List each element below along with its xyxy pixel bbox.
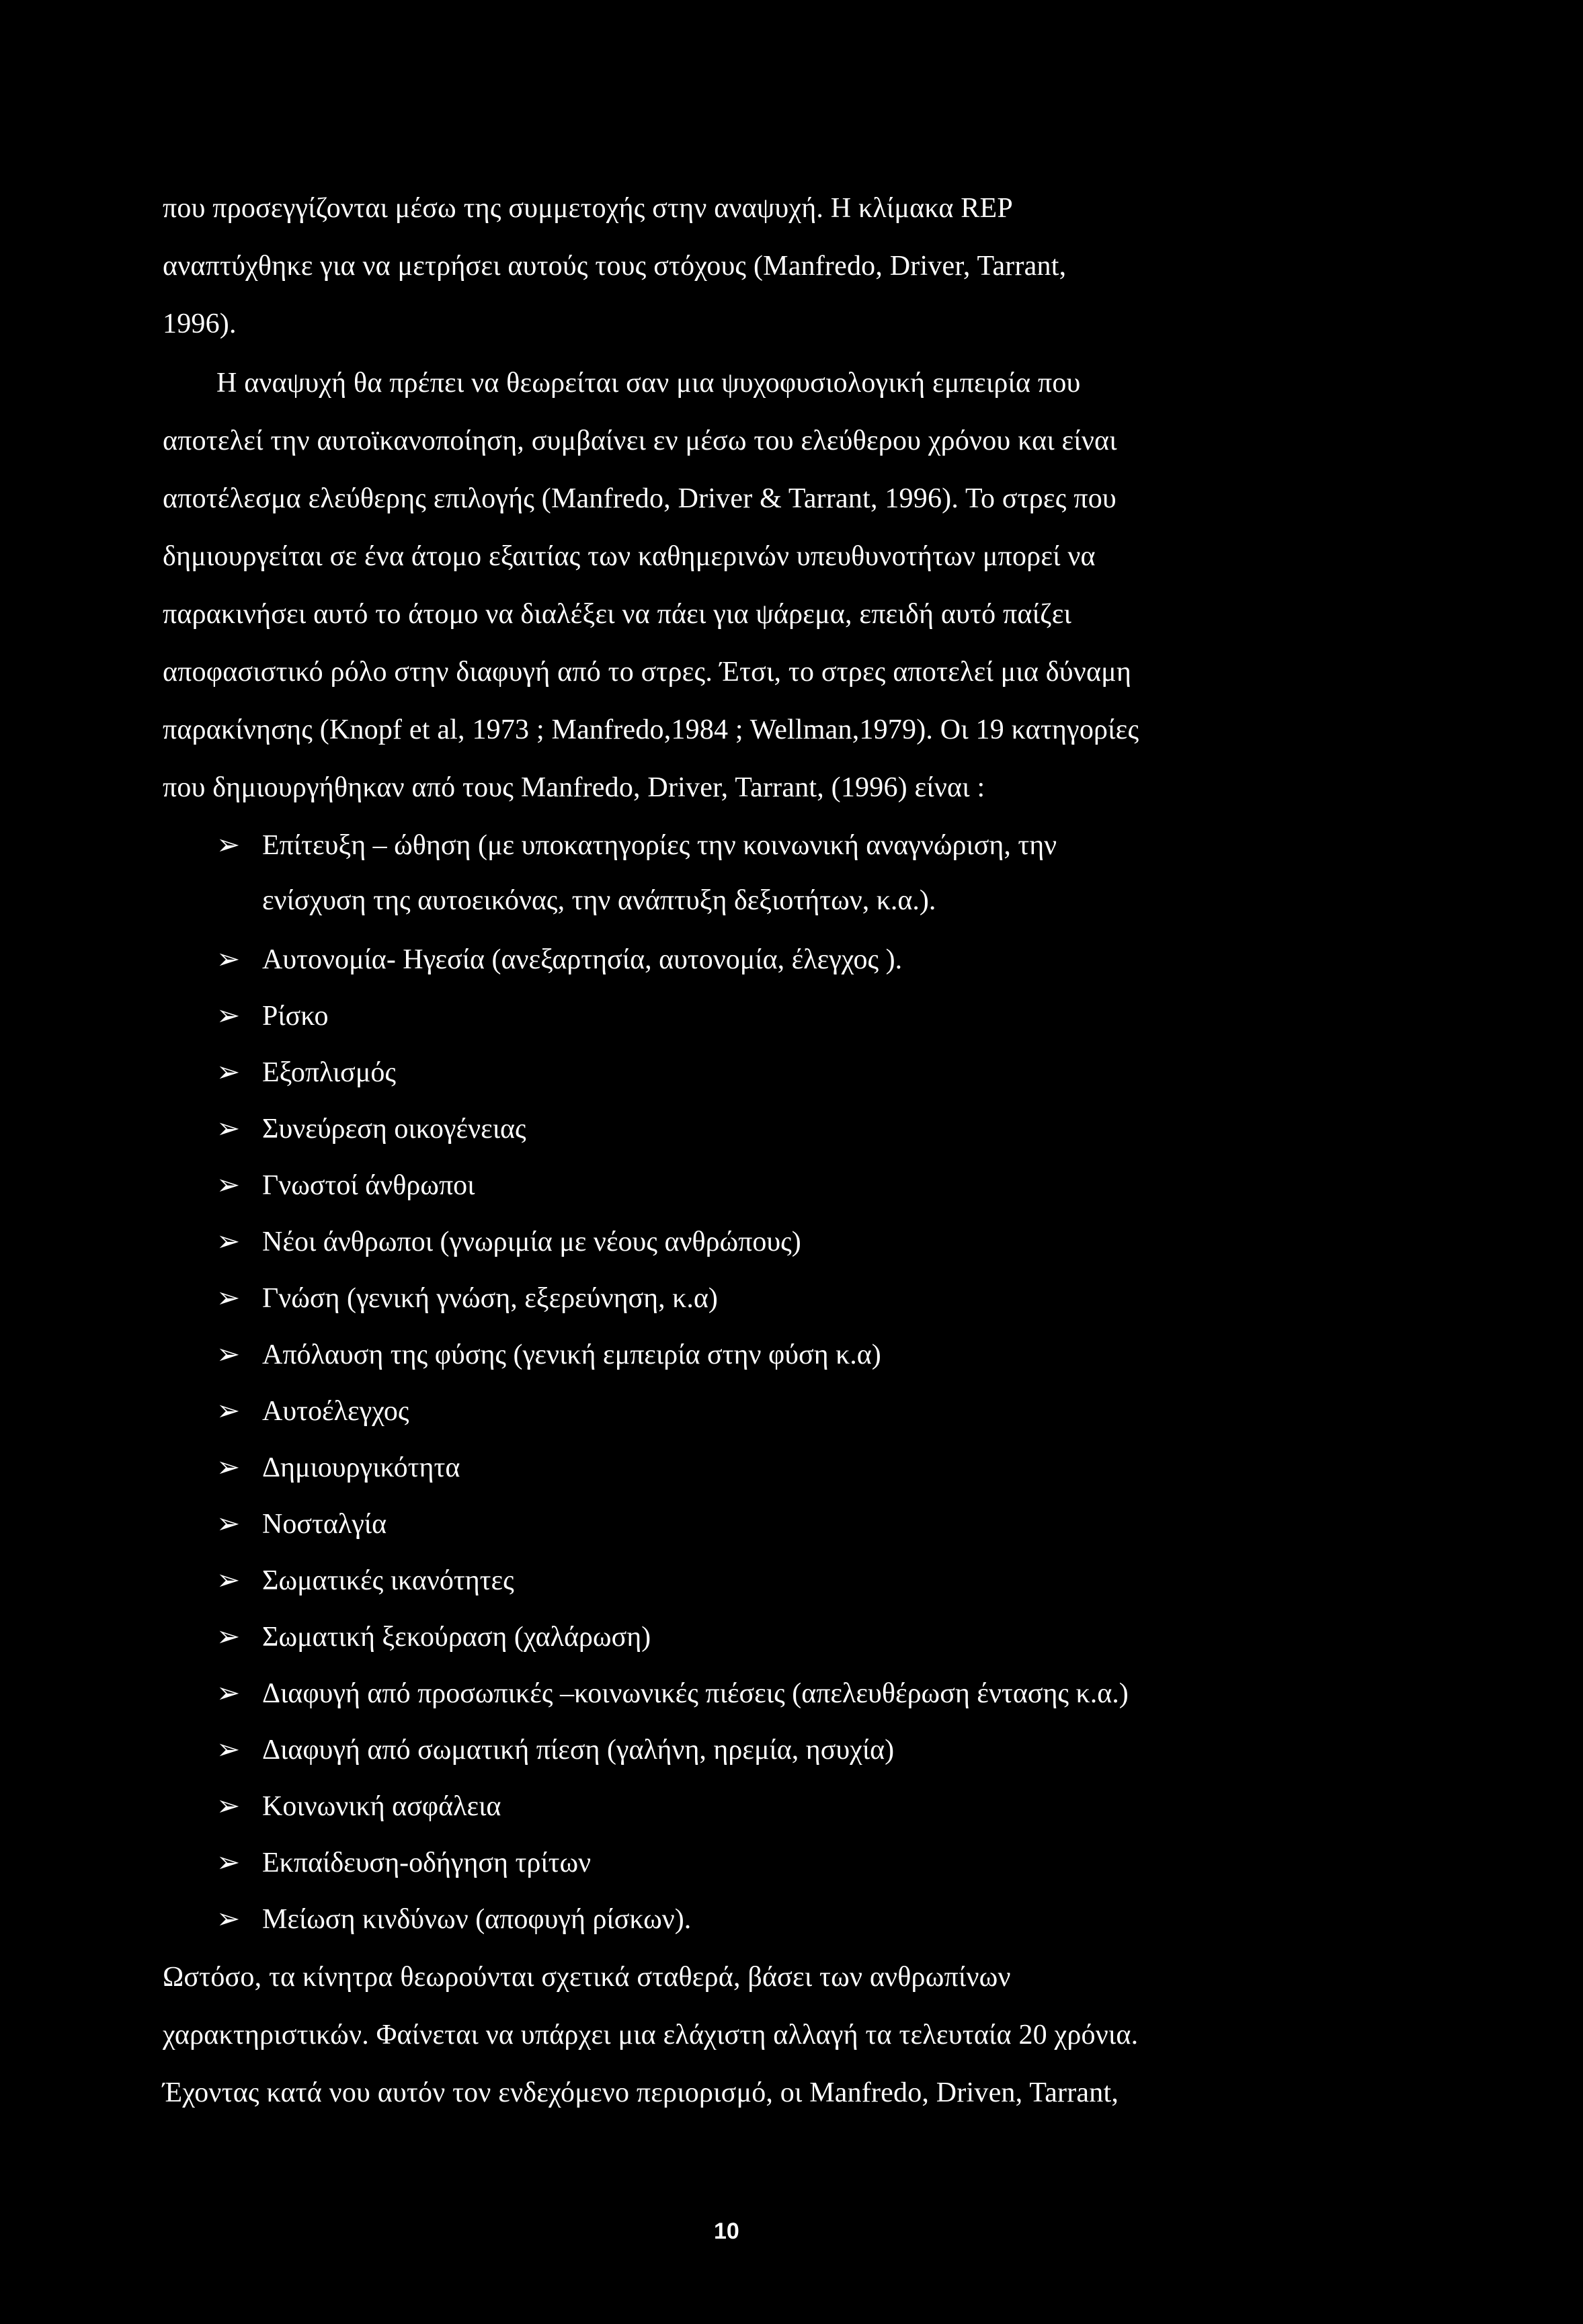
paragraph-3-line-2: χαρακτηριστικών. Φαίνεται να υπάρχει μια ελάχιστη αλλαγή τα τελευταία 20 χρόνια. bbox=[163, 2020, 1139, 2050]
list-item: Αυτονομία- Ηγεσία (ανεξαρτησία, αυτονομία, έλεγχος ). bbox=[262, 944, 903, 975]
bullet-arrow-icon: ➢ bbox=[216, 1227, 241, 1257]
paragraph-2-line-1: Η αναψυχή θα πρέπει να θεωρείται σαν μια ψυχοφυσιολογική εμπειρία που bbox=[216, 368, 1081, 399]
bullet-arrow-icon: ➢ bbox=[216, 1848, 241, 1878]
paragraph-2-line-6: αποφασιστικό ρόλο στην διαφυγή από το στρες. Έτσι, το στρες αποτελεί μια δύναμη bbox=[163, 657, 1132, 688]
list-item: Εξοπλισμός bbox=[262, 1057, 396, 1088]
list-item: Διαφυγή από προσωπικές –κοινωνικές πιέσεις (απελευθέρωση έντασης κ.α.) bbox=[262, 1678, 1129, 1709]
paragraph-2-line-7: παρακίνησης (Knopf et al, 1973 ; Manfredo,1984 ; Wellman,1979). Οι 19 κατηγορίες bbox=[163, 714, 1139, 745]
bullet-arrow-icon: ➢ bbox=[216, 1509, 241, 1540]
bullet-arrow-icon: ➢ bbox=[216, 1170, 241, 1201]
paragraph-2-line-8: που δημιουργήθηκαν από τους Manfredo, Driver, Tarrant, (1996) είναι : bbox=[163, 772, 985, 803]
list-item: Νοσταλγία bbox=[262, 1509, 387, 1540]
list-item: Συνεύρεση οικογένειας bbox=[262, 1114, 526, 1145]
bullet-arrow-icon: ➢ bbox=[216, 944, 241, 975]
bullet-arrow-icon: ➢ bbox=[216, 1622, 241, 1653]
paragraph-2-line-5: παρακινήσει αυτό το άτομο να διαλέξει να πάει για ψάρεμα, επειδή αυτό παίζει bbox=[163, 599, 1072, 630]
bullet-arrow-icon: ➢ bbox=[216, 1283, 241, 1314]
page-number: 10 bbox=[714, 2218, 739, 2244]
paragraph-3-line-1: Ωστόσο, τα κίνητρα θεωρούνται σχετικά σταθερά, βάσει των ανθρωπίνων bbox=[163, 1962, 1011, 1993]
list-item: Εκπαίδευση-οδήγηση τρίτων bbox=[262, 1848, 592, 1878]
paragraph-1-line-2: αναπτύχθηκε για να μετρήσει αυτούς τους στόχους (Manfredo, Driver, Tarrant, bbox=[163, 251, 1067, 282]
list-item: Απόλαυση της φύσης (γενική εμπειρία στην φύση κ.α) bbox=[262, 1339, 881, 1370]
list-item: Αυτοέλεγχος bbox=[262, 1396, 409, 1427]
list-item: Σωματικές ικανότητες bbox=[262, 1565, 514, 1596]
bullet-arrow-icon: ➢ bbox=[216, 1565, 241, 1596]
list-item: Νέοι άνθρωποι (γνωριμία με νέους ανθρώπους) bbox=[262, 1227, 801, 1257]
bullet-arrow-icon: ➢ bbox=[216, 1791, 241, 1822]
list-item: Σωματική ξεκούραση (χαλάρωση) bbox=[262, 1622, 651, 1653]
list-item: Μείωση κινδύνων (αποφυγή ρίσκων). bbox=[262, 1904, 692, 1935]
list-item-1-line-2: ενίσχυση της αυτοεικόνας, την ανάπτυξη δεξιοτήτων, κ.α.). bbox=[262, 885, 936, 916]
bullet-arrow-icon: ➢ bbox=[216, 1396, 241, 1427]
list-item: Διαφυγή από σωματική πίεση (γαλήνη, ηρεμία, ησυχία) bbox=[262, 1735, 895, 1766]
paragraph-2-line-4: δημιουργείται σε ένα άτομο εξαιτίας των καθημερινών υπευθυνοτήτων μπορεί να bbox=[163, 541, 1096, 572]
list-item-1-line-1: Επίτευξη – ώθηση (με υποκατηγορίες την κοινωνική αναγνώριση, την bbox=[262, 830, 1057, 861]
paragraph-1-line-3: 1996). bbox=[163, 308, 237, 339]
list-item: Ρίσκο bbox=[262, 1001, 329, 1032]
bullet-arrow-icon: ➢ bbox=[216, 1904, 241, 1935]
bullet-arrow-icon: ➢ bbox=[216, 1001, 241, 1032]
paragraph-2-line-2: αποτελεί την αυτοϊκανοποίηση, συμβαίνει εν μέσω του ελεύθερου χρόνου και είναι bbox=[163, 425, 1117, 456]
bullet-arrow-icon: ➢ bbox=[216, 830, 241, 861]
list-item: Γνώση (γενική γνώση, εξερεύνηση, κ.α) bbox=[262, 1283, 718, 1314]
bullet-arrow-icon: ➢ bbox=[216, 1678, 241, 1709]
paragraph-1-line-1: που προσεγγίζονται μέσω της συμμετοχής στην αναψυχή. Η κλίμακα REP bbox=[163, 193, 1013, 224]
bullet-arrow-icon: ➢ bbox=[216, 1057, 241, 1088]
list-item: Γνωστοί άνθρωποι bbox=[262, 1170, 475, 1201]
list-item: Κοινωνική ασφάλεια bbox=[262, 1791, 501, 1822]
bullet-arrow-icon: ➢ bbox=[216, 1452, 241, 1483]
bullet-arrow-icon: ➢ bbox=[216, 1735, 241, 1766]
bullet-arrow-icon: ➢ bbox=[216, 1339, 241, 1370]
list-item: Δημιουργικότητα bbox=[262, 1452, 460, 1483]
paragraph-3-line-3: Έχοντας κατά νου αυτόν τον ενδεχόμενο περιορισμό, οι Manfredo, Driven, Tarrant, bbox=[163, 2077, 1119, 2108]
bullet-arrow-icon: ➢ bbox=[216, 1114, 241, 1145]
paragraph-2-line-3: αποτέλεσμα ελεύθερης επιλογής (Manfredo, Driver & Tarrant, 1996). Το στρες που bbox=[163, 483, 1117, 514]
